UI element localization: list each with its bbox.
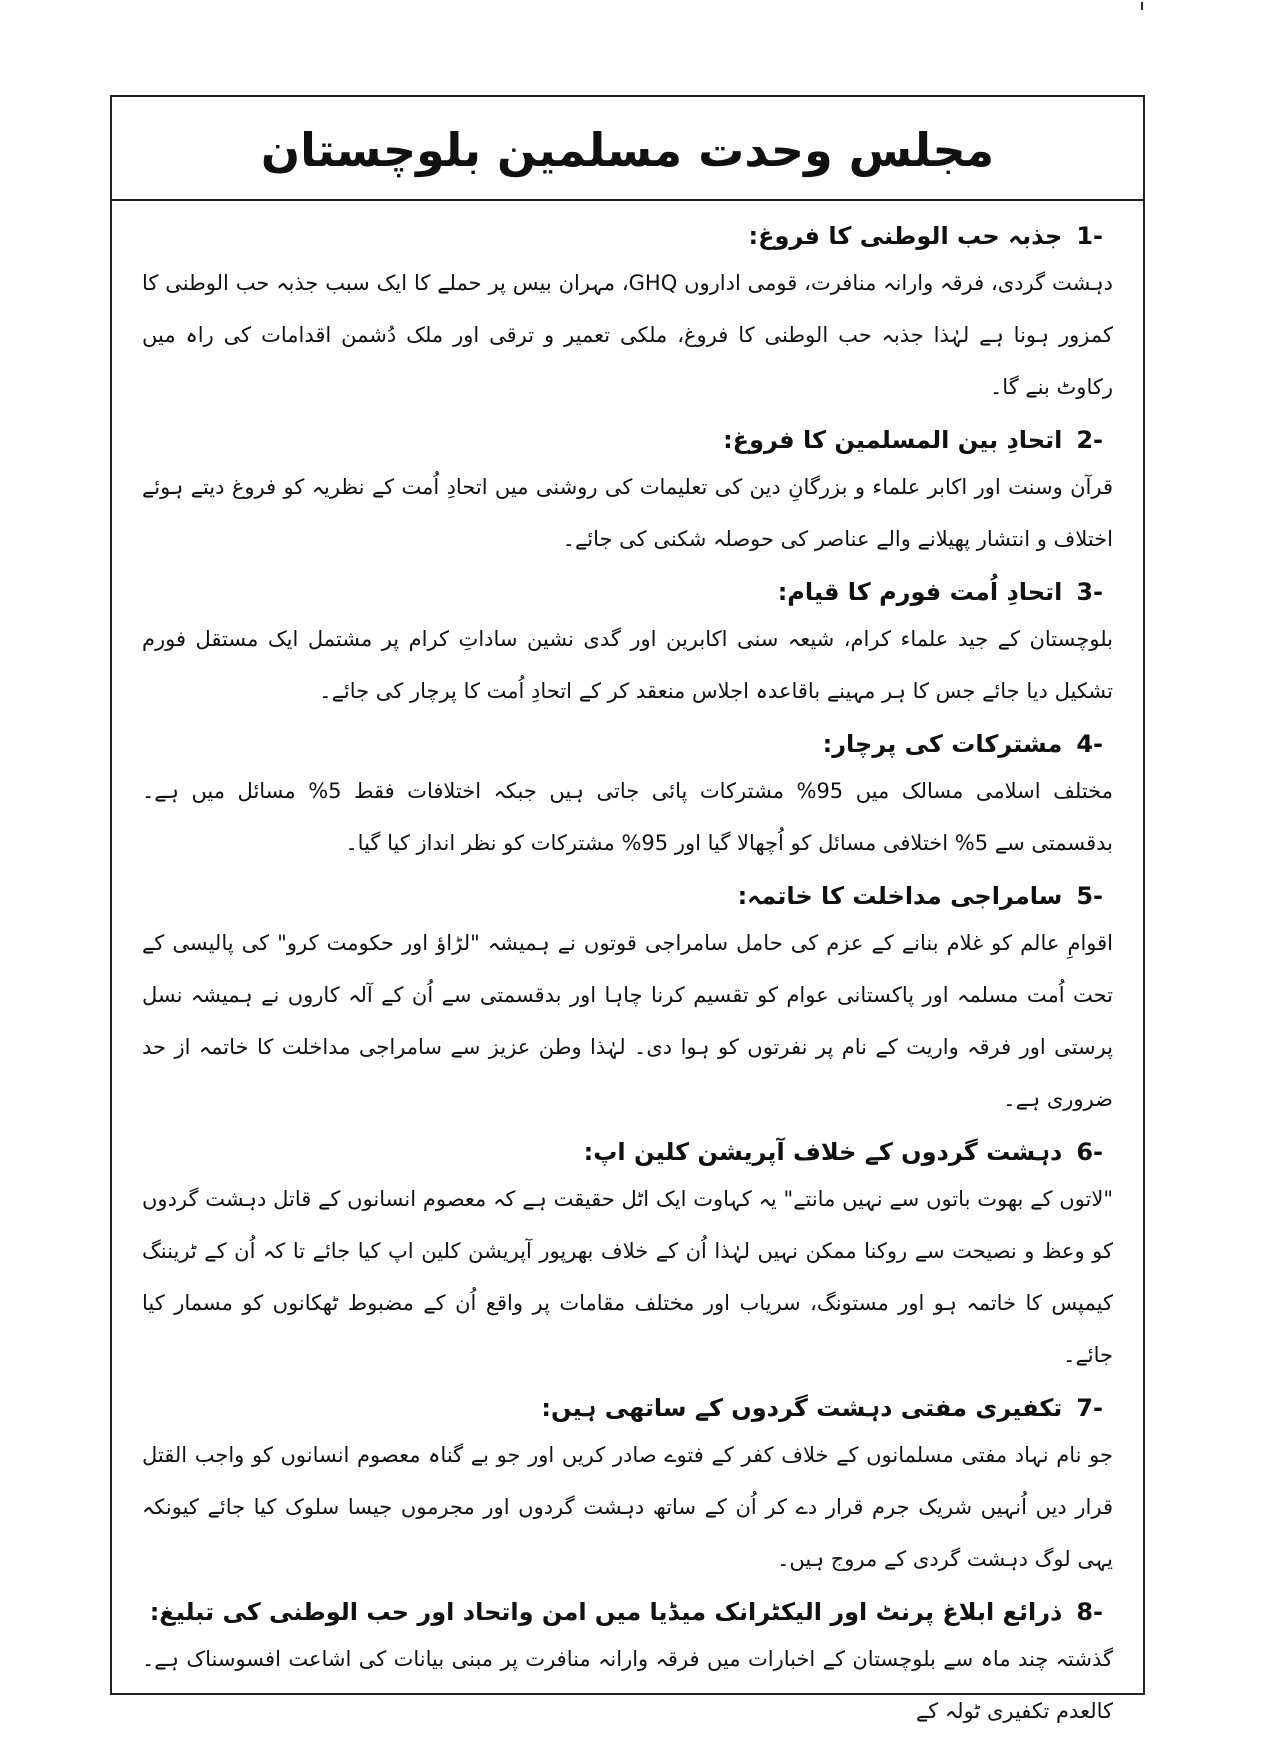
section-number: 8- <box>1076 1598 1103 1626</box>
section-text: اقوامِ عالم کو غلام بنانے کے عزم کی حامل سامراجی قوتوں نے ہمیشہ "لڑاؤ اور حکومت کرو" کی پالیسی کے تحت اُمت مسلمہ اور پاکستانی عوام کو تقسیم کرنا چاہا اور بدقسمتی سے اُن کے آلہ کاروں نے ہمیشہ نسل پرستی اور فرقہ واریت کے نام پر نفرتوں کو ہوا دی۔ لہٰذا وطن عزیز سے سامراجی مداخلت کا خاتمہ از حد ضروری ہے۔ <box>142 931 1113 1111</box>
section-heading <box>142 1387 1113 1429</box>
section-heading <box>142 875 1113 917</box>
section-text: جو نام نہاد مفتی مسلمانوں کے خلاف کفر کے فتوے صادر کریں اور جو بے گناہ معصوم انسانوں کو واجب القتل قرار دیں اُنہیں شریک جرم قرار دے کر اُن کے ساتھ دہشت گردوں اور مجرموں جیسا سلوک کیا جائے کیونکہ یہی لوگ دہشت گردی کے مروج ہیں۔ <box>142 1443 1113 1571</box>
section-title: اتحادِ اُمت فورم کا قیام: <box>777 578 1063 606</box>
section-number: 2- <box>1076 426 1103 454</box>
section-number: 5- <box>1076 882 1103 910</box>
section-text: دہشت گردی، فرقہ وارانہ منافرت، قومی اداروں GHQ، مہران بیس پر حملے کا ایک سبب جذبہ حب الوطنی کا کمزور ہونا ہے لہٰذا جذبہ حب الوطنی کا فروغ، ملکی تعمیر و ترقی اور ملک دُشمن اقدامات کی راہ میں رکاوٹ بنے گا۔ <box>142 271 1113 399</box>
section-8 <box>142 1591 1113 1737</box>
section-text: "لاتوں کے بھوت باتوں سے نہیں مانتے" یہ کہاوت ایک اٹل حقیقت ہے کہ معصوم انسانوں کے قاتل دہشت گردوں کو وعظ و نصیحت سے روکنا ممکن نہیں لہٰذا اُن کے خلاف بھرپور آپریشن کلین اپ کیا جائے تا کہ اُن کے ٹریننگ کیمپس کا خاتمہ ہو اور مستونگ، سریاب اور مختلف مقامات پر واقع اُن کے مضبوط ٹھکانوں کو مسمار کیا جائے۔ <box>142 1187 1113 1367</box>
section-number: 7- <box>1076 1394 1103 1422</box>
section-text: قرآن وسنت اور اکابر علماء و بزرگانِ دین کی تعلیمات کی روشنی میں اتحادِ اُمت کے نظریہ کو فروغ دیتے ہوئے اختلاف و انتشار پھیلانے والے عناصر کی حوصلہ شکنی کی جائے۔ <box>142 475 1113 551</box>
section-title: ذرائع ابلاغ پرنٹ اور الیکٹرانک میڈیا میں امن واتحاد اور حب الوطنی کی تبلیغ: <box>149 1598 1063 1626</box>
document-frame <box>110 95 1145 1723</box>
section-3 <box>142 571 1113 717</box>
section-6 <box>142 1131 1113 1381</box>
section-title: جذبہ حب الوطنی کا فروغ: <box>748 222 1063 250</box>
section-title: تکفیری مفتی دہشت گردوں کے ساتھی ہیں: <box>541 1394 1063 1422</box>
section-text: بلوچستان کے جید علماء کرام، شیعہ سنی اکابرین اور گدی نشین ساداتِ کرام پر مشتمل ایک مستقل فورم تشکیل دیا جائے جس کا ہر مہینے باقاعدہ اجلاس منعقد کر کے اتحادِ اُمت کا پرچار کی جائے۔ <box>142 627 1113 703</box>
section-heading <box>142 723 1113 765</box>
page-title: مجلس وحدت مسلمین بلوچستان <box>260 123 995 177</box>
section-heading <box>142 1131 1113 1173</box>
section-number: 3- <box>1076 578 1103 606</box>
section-1 <box>142 215 1113 413</box>
section-heading <box>142 571 1113 613</box>
section-2 <box>142 419 1113 565</box>
section-heading <box>142 1591 1113 1633</box>
section-number: 4- <box>1076 730 1103 758</box>
scan-mark <box>1141 2 1143 10</box>
section-title: سامراجی مداخلت کا خاتمہ: <box>737 882 1063 910</box>
section-title: دہشت گردوں کے خلاف آپریشن کلین اپ: <box>583 1138 1063 1166</box>
section-heading <box>142 419 1113 461</box>
section-7 <box>142 1387 1113 1585</box>
section-title: اتحادِ بین المسلمین کا فروغ: <box>723 426 1063 454</box>
section-text: گذشتہ چند ماہ سے بلوچستان کے اخبارات میں فرقہ وارانہ منافرت پر مبنی بیانات کی اشاعت افسوسناک ہے۔ کالعدم تکفیری ٹولہ کے <box>142 1647 1113 1723</box>
section-number: 1- <box>1076 222 1103 250</box>
section-5 <box>142 875 1113 1125</box>
section-title: مشترکات کی پرچار: <box>822 730 1063 758</box>
section-4 <box>142 723 1113 869</box>
document-body <box>142 215 1113 1743</box>
title-divider <box>112 199 1143 201</box>
section-number: 6- <box>1076 1138 1103 1166</box>
section-text: مختلف اسلامی مسالک میں 95% مشترکات پائی جاتی ہیں جبکہ اختلافات فقط 5% مسائل میں ہے۔ بدقسمتی سے 5% اختلافی مسائل کو اُچھالا گیا اور 95% مشترکات کو نظر انداز کیا گیا۔ <box>142 779 1113 855</box>
section-heading <box>142 215 1113 257</box>
